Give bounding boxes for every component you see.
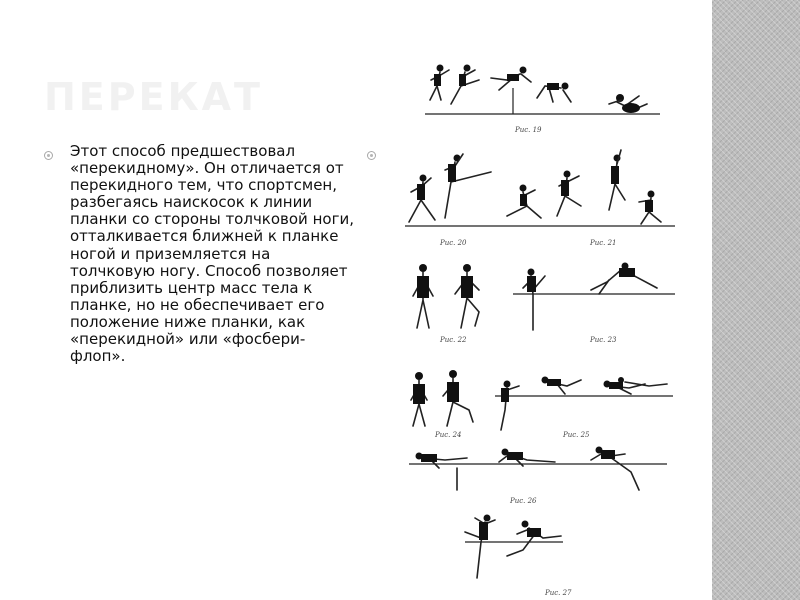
athlete-figure [609, 382, 623, 389]
athlete-figure [611, 166, 619, 184]
athlete-figure [417, 276, 429, 298]
athlete-figure [645, 200, 653, 212]
figure-caption: Рис. 22 [440, 336, 467, 344]
decorative-side-band [712, 0, 800, 600]
figure-caption: Рис. 23 [590, 336, 617, 344]
athlete-figure [434, 74, 441, 86]
athlete-figure [445, 154, 491, 218]
athlete-figure [522, 521, 529, 528]
athlete-figure [547, 379, 561, 386]
figure-group-24 [411, 370, 473, 439]
figure-caption: Рис. 21 [590, 239, 617, 247]
athlete-figure [520, 67, 527, 74]
athlete-figure [447, 382, 459, 402]
athlete-figure [415, 372, 423, 380]
athlete-figure [527, 276, 536, 292]
athlete-figure [484, 515, 491, 522]
figure-group-20 [405, 154, 495, 247]
athlete-figure [421, 454, 437, 462]
athlete-figure [507, 452, 523, 460]
athlete-figure [420, 175, 427, 182]
athlete-figure [562, 83, 569, 90]
athlete-figure [449, 370, 457, 378]
athlete-figure [619, 268, 635, 277]
bullet-icon [44, 151, 53, 160]
athlete-figure [520, 185, 527, 192]
athlete-figure [413, 384, 425, 404]
figure-group-22 [413, 264, 479, 344]
athlete-figure [507, 74, 519, 81]
athlete-figure [479, 522, 488, 540]
figure-group-27 [465, 515, 572, 598]
slide-title: ПЕРЕКАТ [44, 75, 263, 119]
athlete-figure [618, 377, 624, 383]
athlete-figure [459, 74, 466, 86]
figure-group-26 [409, 447, 667, 506]
technique-illustrations [395, 50, 695, 600]
athlete-figure [622, 103, 640, 113]
figure-caption: Рис. 27 [545, 589, 572, 597]
athlete-figure [461, 276, 473, 298]
body-text: Этот способ предшествовал «перекидному». Он отличается от перекидного тем, что спортсмен, разбегаясь наискосок к линии планки со стороны толчковой ноги, отталкивается ближней к планке ногой и приземляется на толчковую ногу. Способ позволяет приблизить центр масс тела к планке, но не обеспечивает его положение ниже планки, как «перекидной» или «фосбери-флоп». [70, 142, 354, 366]
figure-caption: Рис. 26 [510, 497, 537, 505]
athlete-figure [547, 83, 559, 90]
athlete-figure [504, 381, 511, 388]
athlete-figure [437, 65, 444, 72]
bullet-icon [367, 151, 376, 160]
athlete-figure [448, 164, 456, 182]
figure-caption: Рис. 24 [435, 431, 462, 439]
figure-group-23 [513, 263, 675, 345]
figure-caption: Рис. 20 [440, 239, 467, 247]
athlete-figure [561, 180, 569, 196]
athlete-figure [520, 194, 527, 206]
athlete-figure [527, 528, 541, 537]
athlete-figure [501, 388, 509, 402]
athlete-figure [648, 191, 655, 198]
athlete-figure [417, 184, 425, 200]
athlete-figure [464, 65, 471, 72]
athlete-figure [463, 264, 471, 272]
athlete-figure [625, 382, 667, 386]
athlete-figure [419, 264, 427, 272]
figure-group-21 [495, 150, 675, 247]
athlete-figure [601, 450, 615, 459]
athlete-figure [528, 269, 535, 276]
figure-caption: Рис. 25 [563, 431, 590, 439]
figure-group-25 [495, 377, 673, 440]
figure-caption: Рис. 19 [515, 126, 542, 134]
figure-group-19 [425, 65, 660, 135]
athlete-figure [564, 171, 571, 178]
